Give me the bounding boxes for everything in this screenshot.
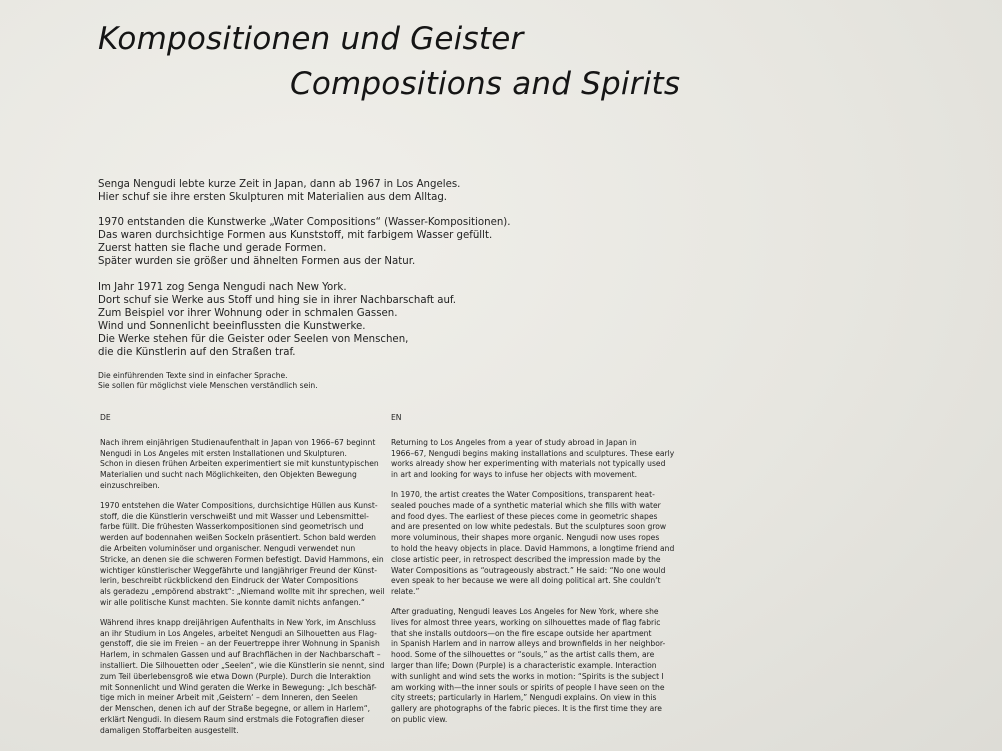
german-paragraph — [100, 617, 385, 737]
text-line: Die Werke stehen für die Geister oder Seelen von Menschen, — [98, 333, 409, 345]
text-line: Zuerst hatten sie flache und gerade Formen. — [98, 243, 327, 255]
text-line: lives for almost three years, working on silhouettes made of flag fabric — [391, 617, 661, 627]
text-line: wir alle politische Kunst machten. Sie konnte damit nichts anfangen.“ — [100, 597, 365, 607]
text-line: farbe füllt. Die frühesten Wasserkompositionen sind geometrisch und — [100, 522, 364, 532]
text-line: Materialien und sucht nach Möglichkeiten, den Objekten Bewegung — [100, 470, 357, 480]
text-line: hood. Some of the silhouettes or “souls,” as the artist calls them, are — [391, 650, 655, 660]
text-line: Dort schuf sie Werke aus Stoff und hing sie in ihrer Nachbarschaft auf. — [98, 294, 456, 306]
text-line: Im Jahr 1971 zog Senga Nengudi nach New York. — [98, 281, 347, 293]
text-line: lerin, beschreibt rückblickend den Eindruck der Water Compositions — [100, 576, 359, 586]
text-line: sealed pouches made of a synthetic material which she fills with water — [391, 500, 661, 510]
text-line: Während ihres knapp dreijährigen Aufenthalts in New York, im Anschluss — [100, 617, 376, 627]
text-line: In 1970, the artist creates the Water Compositions, transparent heat- — [391, 489, 655, 499]
text-line: in art and looking for ways to infuse her objects with movement. — [391, 470, 638, 480]
text-line: mit Sonnenlicht und Wind geraten die Werke in Bewegung: „Ich beschäf- — [100, 682, 377, 692]
text-line: als geradezu „empörend abstrakt“: „Niemand wollte mit ihr sprechen, weil — [100, 587, 385, 597]
text-line: werden auf bodennahen weißen Sockeln präsentiert. Schon bald werden — [100, 533, 376, 543]
text-line: Harlem, in schmalen Gassen und auf Brachflächen in der Nachbarschaft – — [100, 650, 381, 660]
german-column — [100, 413, 385, 746]
text-line: 1970 entstehen die Water Compositions, durchsichtige Hüllen aus Kunst- — [100, 500, 378, 510]
text-line: Schon in diesen frühen Arbeiten experimentiert sie mit kunstuntypischen — [100, 459, 379, 469]
easy-paragraph — [98, 281, 618, 360]
title-english: Compositions and Spirits — [290, 66, 681, 102]
text-line: Nengudi in Los Angeles mit ersten Installationen und Skulpturen. — [100, 448, 347, 458]
text-line: die die Künstlerin auf den Straßen traf. — [98, 347, 296, 359]
language-label-en: EN — [391, 413, 402, 422]
english-paragraph — [391, 606, 666, 726]
text-line: damaligen Stoffarbeiten ausgestellt. — [100, 725, 239, 735]
text-line: wichtiger künstlerischer Weggefährte und langjähriger Freund der Künst- — [100, 565, 378, 575]
text-line: stoff, die die Künstlerin verschweißt und mit Wasser und Lebensmittel- — [100, 511, 369, 521]
text-line: larger than life; Down (Purple) is a characteristic example. Interaction — [391, 660, 657, 670]
text-line: to hold the heavy objects in place. David Hammons, a longtime friend and — [391, 543, 675, 553]
text-line: an ihr Studium in Los Angeles, arbeitet Nengudi an Silhouetten aus Flag- — [100, 628, 377, 638]
text-line: Die einführenden Texte sind in einfacher Sprache. — [98, 371, 288, 381]
text-line: Stricke, an denen sie die schweren Formen befestigt. David Hammons, ein — [100, 554, 384, 564]
text-line: gallery are photographs of the fabric pieces. It is the first time they are — [391, 704, 662, 714]
text-line: der Menschen, denen ich auf der Straße begegne, or allem in Harlem“, — [100, 704, 371, 714]
text-line: on public view. — [391, 714, 448, 724]
text-line: After graduating, Nengudi leaves Los Angeles for New York, where she — [391, 606, 659, 616]
text-line: Wind und Sonnenlicht beeinflussten die Kunstwerke. — [98, 320, 366, 332]
text-line: Später wurden sie größer und ähnelten Formen aus der Natur. — [98, 256, 416, 268]
english-paragraph — [391, 489, 675, 598]
text-line: Zum Beispiel vor ihrer Wohnung oder in schmalen Gassen. — [98, 307, 398, 319]
english-column — [391, 413, 675, 735]
text-line: 1970 entstanden die Kunstwerke „Water Compositions“ (Wasser-Kompositionen). — [98, 217, 511, 229]
text-line: 1966–67, Nengudi begins making installations and sculptures. These early — [391, 448, 675, 458]
text-line: and are presented on low white pedestals. But the sculptures soon grow — [391, 522, 667, 532]
text-line: zum Teil überlebensgroß wie etwa Down (Purple). Durch die Interaktion — [100, 671, 371, 681]
text-line: am working with—the inner souls or spirits of people I have seen on the — [391, 682, 665, 692]
text-line: erklärt Nengudi. In diesem Raum sind erstmals die Fotografien dieser — [100, 714, 365, 724]
title-german: Kompositionen und Geister — [98, 21, 524, 57]
text-line: more voluminous, their shapes more organic. Nengudi now uses ropes — [391, 533, 660, 543]
text-line: and food dyes. The earliest of these pieces come in geometric shapes — [391, 511, 658, 521]
text-line: works already show her experimenting with materials not typically used — [391, 459, 666, 469]
text-line: Sie sollen für möglichst viele Menschen verständlich sein. — [98, 381, 318, 391]
text-line: Das waren durchsichtige Formen aus Kunststoff, mit farbigem Wasser gefüllt. — [98, 230, 493, 242]
language-label-de: DE — [100, 413, 111, 422]
text-line: in Spanish Harlem and in narrow alleys and brownfields in her neighbor- — [391, 639, 666, 649]
text-line: Water Compositions as “outrageously abstract.” He said: “No one would — [391, 565, 666, 575]
easy-paragraph — [98, 216, 618, 268]
easy-language-note — [98, 371, 618, 391]
text-line: genstoff, die sie im Freien – an der Feuertreppe ihrer Wohnung in Spanish — [100, 639, 380, 649]
text-line: close artistic peer, in retrospect described the impression made by the — [391, 554, 661, 564]
text-line: that she installs outdoors—on the fire escape outside her apartment — [391, 628, 652, 638]
text-line: Hier schuf sie ihre ersten Skulpturen mit Materialien aus dem Alltag. — [98, 192, 448, 204]
text-line: Nach ihrem einjährigen Studienaufenthalt in Japan von 1966–67 beginnt — [100, 437, 376, 447]
text-line: even speak to her because we were all doing political art. She couldn’t — [391, 576, 661, 586]
text-line: Returning to Los Angeles from a year of study abroad in Japan in — [391, 437, 637, 447]
english-paragraph — [391, 437, 675, 481]
text-line: die Arbeiten voluminöser und organischer. Nengudi verwendet nun — [100, 543, 356, 553]
easy-language-intro — [98, 178, 618, 403]
text-line: with sunlight and wind sets the works in motion: “Spirits is the subject I — [391, 671, 664, 681]
text-line: city streets; particularly in Harlem,” Nengudi explains. On view in this — [391, 693, 657, 703]
text-line: tige mich in meiner Arbeit mit ‚Geistern‘ – dem Inneren, den Seelen — [100, 693, 358, 703]
text-line: relate.” — [391, 587, 420, 597]
text-line: einzuschreiben. — [100, 480, 160, 490]
easy-paragraph — [98, 178, 618, 204]
german-paragraph — [100, 500, 385, 609]
text-line: installiert. Die Silhouetten oder „Seelen“, wie die Künstlerin sie nennt, sind — [100, 660, 385, 670]
german-paragraph — [100, 437, 379, 492]
text-line: Senga Nengudi lebte kurze Zeit in Japan, dann ab 1967 in Los Angeles. — [98, 179, 461, 190]
